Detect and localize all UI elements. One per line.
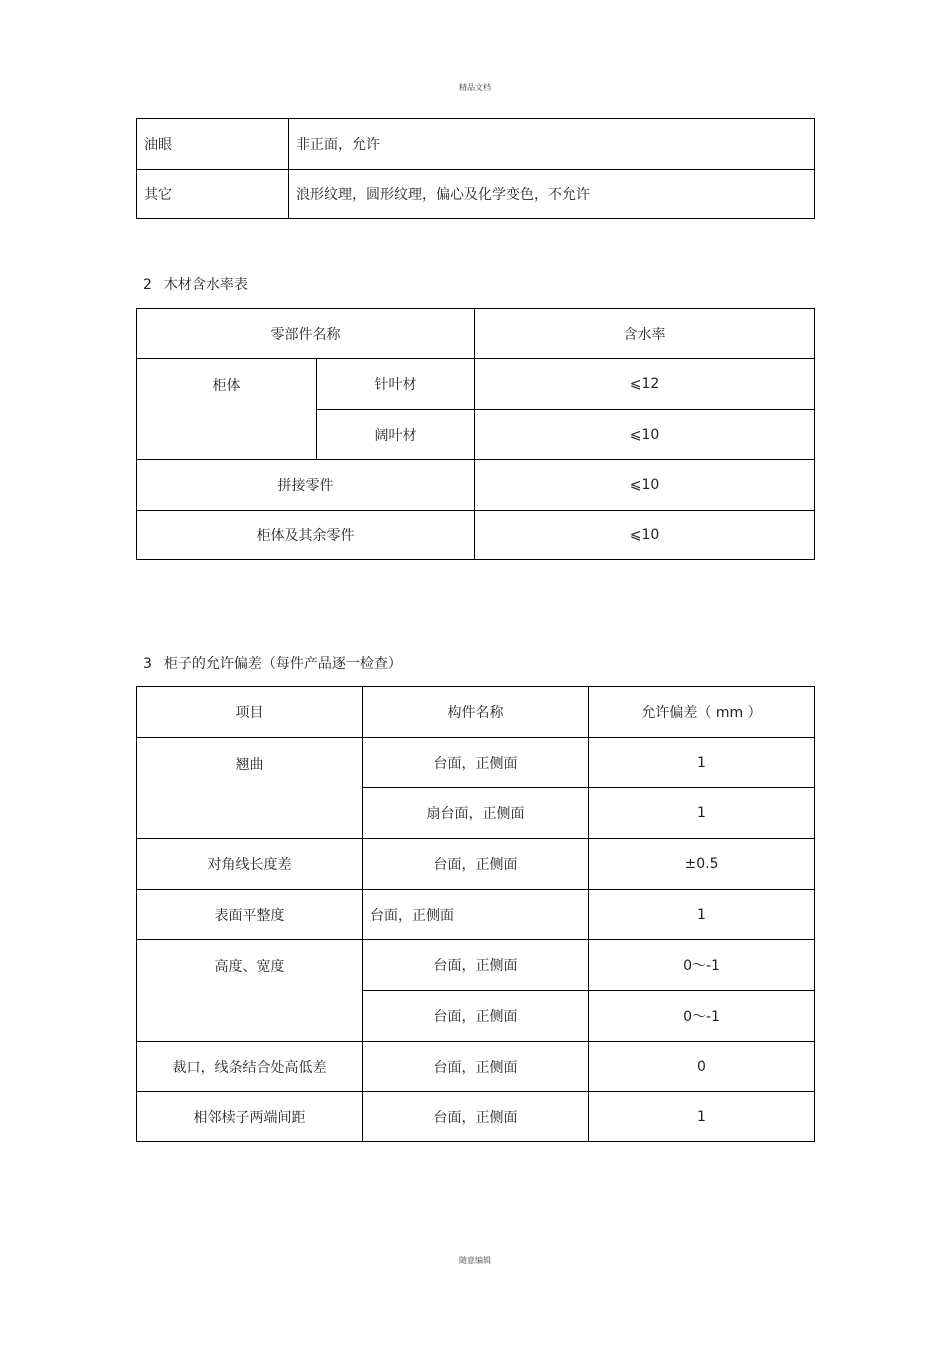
component-cell: 台面，正侧面	[363, 1042, 589, 1092]
item-cell: 高度、宽度	[137, 940, 363, 1042]
tolerance-cell: ±0.5	[589, 839, 815, 890]
table-row	[137, 940, 815, 991]
item-cell: 表面平整度	[137, 890, 363, 940]
column-header-item: 项目	[137, 687, 363, 738]
column-header-component: 构件名称	[363, 687, 589, 738]
section-title: 柜子的允许偏差（每件产品逐一检查）	[163, 656, 402, 672]
tolerance-cell: 1	[589, 738, 815, 788]
table-row	[137, 119, 815, 170]
table-row	[137, 359, 815, 410]
table-row	[137, 1092, 815, 1142]
table-row	[137, 738, 815, 788]
tolerance-cell: 1	[589, 1092, 815, 1142]
material-cell: 阔叶材	[317, 410, 475, 460]
table-row	[137, 460, 815, 511]
moisture-table	[136, 308, 815, 560]
table-row	[137, 1042, 815, 1092]
component-cell: 台面，正侧面	[363, 738, 589, 788]
moisture-cell: ⩽10	[475, 460, 815, 511]
item-cell: 相邻椟子两端间距	[137, 1092, 363, 1142]
component-cell: 台面，正侧面	[363, 890, 589, 940]
table-header-row	[137, 687, 815, 738]
table-row	[137, 170, 815, 219]
material-cell: 针叶材	[317, 359, 475, 410]
tolerance-cell: 0～-1	[589, 991, 815, 1042]
group-cell: 柜体	[137, 359, 317, 460]
moisture-cell: ⩽10	[475, 410, 815, 460]
column-header-moisture: 含水率	[475, 309, 815, 359]
page-header: 精品文档	[459, 83, 491, 92]
component-cell: 扇台面，正侧面	[363, 788, 589, 839]
tolerance-cell: 1	[589, 890, 815, 940]
defect-label: 油眼	[137, 119, 289, 170]
defect-value: 浪形纹理，圆形纹理，偏心及化学变色，不允许	[289, 170, 815, 219]
part-cell: 拼接零件	[137, 460, 475, 511]
column-header-tolerance: 允许偏差（ mm ）	[589, 687, 815, 738]
tolerance-cell: 1	[589, 788, 815, 839]
moisture-cell: ⩽10	[475, 511, 815, 560]
item-cell: 翘曲	[137, 738, 363, 839]
defect-label: 其它	[137, 170, 289, 219]
table-row	[137, 839, 815, 890]
section-heading	[143, 274, 248, 294]
tolerance-cell: 0	[589, 1042, 815, 1092]
table-header-row	[137, 309, 815, 359]
page-footer: 随意编辑	[459, 1256, 491, 1265]
section-title: 木材含水率表	[163, 277, 248, 293]
defects-table	[136, 118, 815, 219]
item-cell: 对角线长度差	[137, 839, 363, 890]
column-header-part: 零部件名称	[137, 309, 475, 359]
tolerance-table	[136, 686, 815, 1142]
item-cell: 裁口，线条结合处高低差	[137, 1042, 363, 1092]
part-cell: 柜体及其余零件	[137, 511, 475, 560]
component-cell: 台面，正侧面	[363, 940, 589, 991]
defect-value: 非正面，允许	[289, 119, 815, 170]
table-row	[137, 890, 815, 940]
section-number: 3	[143, 656, 152, 672]
component-cell: 台面，正侧面	[363, 839, 589, 890]
section-number: 2	[143, 277, 152, 293]
tolerance-cell: 0～-1	[589, 940, 815, 991]
moisture-cell: ⩽12	[475, 359, 815, 410]
component-cell: 台面，正侧面	[363, 991, 589, 1042]
component-cell: 台面，正侧面	[363, 1092, 589, 1142]
table-row	[137, 511, 815, 560]
section-heading	[143, 653, 402, 673]
